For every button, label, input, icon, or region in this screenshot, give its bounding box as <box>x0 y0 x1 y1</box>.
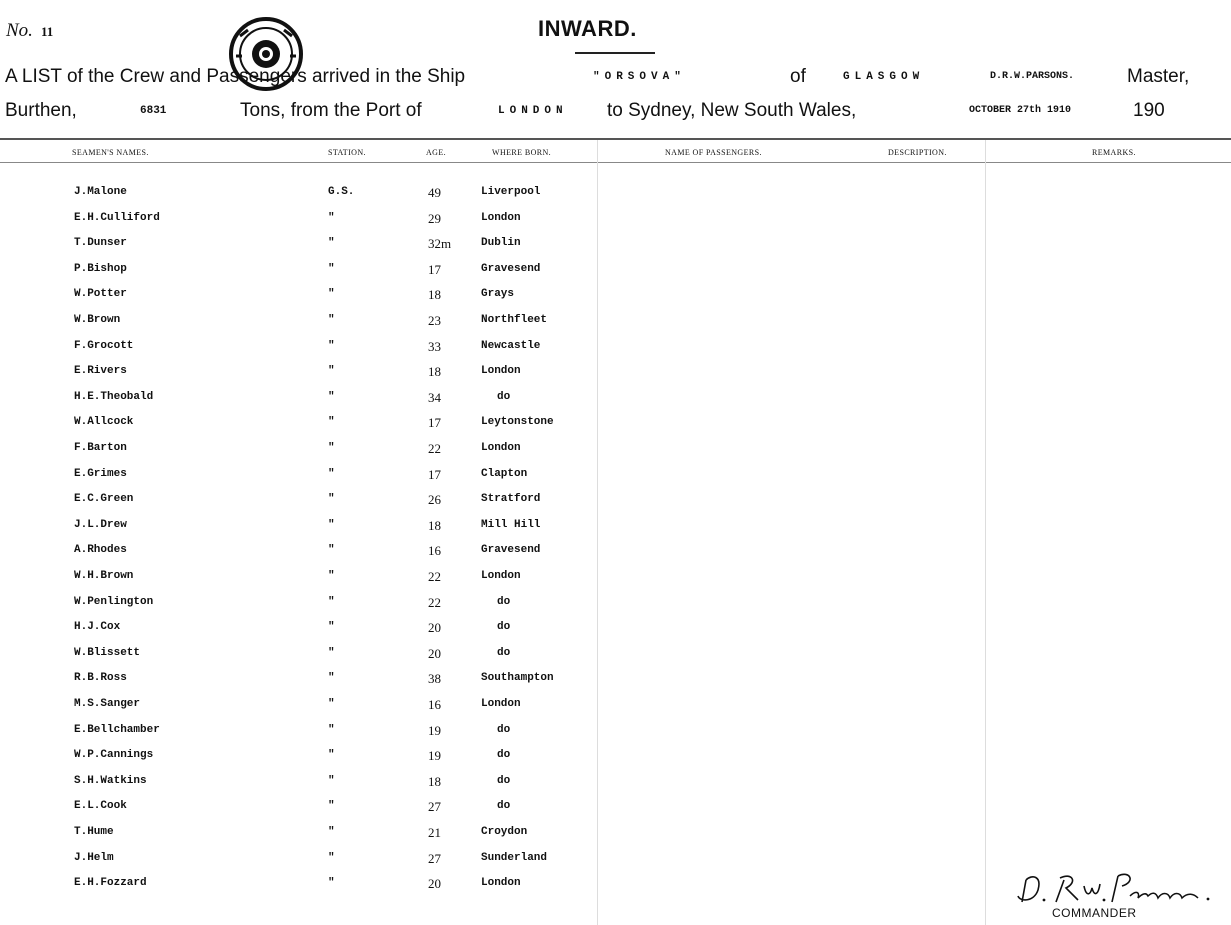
crew-age: 27 <box>428 850 441 866</box>
column-divider <box>985 140 986 925</box>
table-row <box>0 775 640 800</box>
crew-station: " <box>328 544 335 557</box>
commander-signature <box>1012 862 1222 912</box>
table-row <box>0 749 640 774</box>
table-row <box>0 570 640 595</box>
crew-age: 17 <box>428 466 441 482</box>
crew-name: J.Malone <box>74 186 127 198</box>
crew-birthplace: do <box>497 646 511 659</box>
header-line1-of: of <box>790 66 806 87</box>
crew-station: " <box>328 621 335 634</box>
commander-label: COMMANDER <box>1052 906 1137 920</box>
crew-station: " <box>328 262 335 275</box>
crew-age: 22 <box>428 569 441 584</box>
crew-station: " <box>328 723 335 736</box>
crew-age: 22 <box>428 594 441 610</box>
master-label: Master, <box>1127 66 1190 87</box>
crew-birthplace: London <box>481 442 521 454</box>
crew-station: " <box>328 339 335 352</box>
crew-birthplace: do <box>497 595 511 608</box>
table-row <box>0 391 640 416</box>
crew-birthplace: Mill Hill <box>481 518 541 531</box>
crew-birthplace: Stratford <box>481 493 541 506</box>
table-row <box>0 877 640 902</box>
crew-age: 21 <box>428 825 441 840</box>
crew-station: " <box>328 390 335 403</box>
crew-age: 17 <box>428 415 441 431</box>
crew-age: 22 <box>428 441 441 456</box>
crew-name: P.Bishop <box>74 262 127 275</box>
table-row <box>0 288 640 313</box>
table-row <box>0 340 640 365</box>
crew-birthplace: London <box>481 698 521 710</box>
crew-birthplace: do <box>497 621 511 634</box>
col-seamen-names: SEAMEN'S NAMES. <box>72 148 149 157</box>
crew-birthplace: do <box>497 723 511 736</box>
crew-station: " <box>328 493 335 506</box>
crew-birthplace: Newcastle <box>481 339 541 352</box>
crew-birthplace: Dublin <box>481 237 521 250</box>
crew-name: E.L.Cook <box>74 800 127 813</box>
crew-name: E.H.Culliford <box>74 211 160 224</box>
table-row <box>0 800 640 825</box>
crew-birthplace: do <box>497 390 511 403</box>
tons-from-label: Tons, from the Port of <box>240 100 422 121</box>
crew-birthplace: Liverpool <box>481 186 541 198</box>
crew-station: G.S. <box>328 186 355 198</box>
crew-age: 20 <box>428 645 441 661</box>
crew-birthplace: Southampton <box>481 672 554 685</box>
col-description: DESCRIPTION. <box>888 148 947 157</box>
burthen-label: Burthen, <box>5 100 77 121</box>
header-line1-prefix: A LIST of the Crew and Passengers arrived in the Ship <box>5 66 466 87</box>
crew-station: " <box>328 749 335 762</box>
crew-station: " <box>328 595 335 608</box>
crew-birthplace: Croydon <box>481 826 528 838</box>
crew-age: 33 <box>428 338 441 354</box>
list-number-label: No. <box>6 20 33 41</box>
crew-station: " <box>328 698 335 710</box>
crew-station: " <box>328 826 335 838</box>
crew-name: E.H.Fozzard <box>74 877 147 890</box>
table-row <box>0 212 640 237</box>
crew-station: " <box>328 416 335 429</box>
departure-port: LONDON <box>498 105 568 117</box>
year-prefix: 190 <box>1133 100 1165 121</box>
crew-name: F.Barton <box>74 442 127 454</box>
crew-station: " <box>328 570 335 582</box>
col-station: STATION. <box>328 148 366 157</box>
crew-station: " <box>328 672 335 685</box>
crew-station: " <box>328 442 335 454</box>
crew-name: R.B.Ross <box>74 672 127 685</box>
crew-birthplace: Leytonstone <box>481 416 554 429</box>
crew-name: T.Hume <box>74 826 114 838</box>
table-top-rule <box>0 138 1231 140</box>
crew-age: 26 <box>428 492 441 508</box>
crew-birthplace: London <box>481 877 521 890</box>
crew-station: " <box>328 518 335 531</box>
crew-age: 18 <box>428 517 441 533</box>
col-remarks: REMARKS. <box>1092 148 1136 157</box>
crew-birthplace: Grays <box>481 288 515 301</box>
table-row <box>0 647 640 672</box>
crew-birthplace: London <box>481 570 521 582</box>
crew-age: 20 <box>428 620 441 636</box>
table-row <box>0 596 640 621</box>
crew-name: F.Grocott <box>74 339 134 352</box>
port-of-registry: GLASGOW <box>843 71 925 83</box>
crew-name: W.Brown <box>74 314 121 326</box>
crew-name: W.Potter <box>74 288 127 301</box>
crew-name: W.H.Brown <box>74 570 134 582</box>
title-divider <box>575 52 655 54</box>
crew-name: E.Rivers <box>74 365 127 378</box>
list-number-value: 11 <box>40 24 54 39</box>
page-title: INWARD. <box>538 16 637 41</box>
crew-station: " <box>328 646 335 659</box>
crew-age: 20 <box>428 876 441 892</box>
crew-name: J.Helm <box>74 851 114 864</box>
table-row <box>0 416 640 441</box>
crew-name: E.C.Green <box>74 493 134 506</box>
crew-name: A.Rhodes <box>74 544 127 557</box>
crew-age: 32m <box>428 236 452 252</box>
table-row <box>0 442 640 467</box>
crew-name: E.Grimes <box>74 467 127 480</box>
crew-station: " <box>328 800 335 813</box>
table-row <box>0 519 640 544</box>
crew-name: M.S.Sanger <box>74 698 141 710</box>
destination-label: to Sydney, New South Wales, <box>607 100 857 121</box>
crew-age: 34 <box>428 389 441 405</box>
crew-birthplace: do <box>497 749 511 762</box>
crew-station: " <box>328 877 335 890</box>
crew-age: 18 <box>428 773 441 789</box>
table-row <box>0 724 640 749</box>
col-where-born: WHERE BORN. <box>492 148 552 157</box>
crew-birthplace: London <box>481 211 521 224</box>
table-row <box>0 468 640 493</box>
table-row <box>0 186 640 211</box>
arrival-date: OCTOBER 27th 1910 <box>969 105 1072 116</box>
table-row <box>0 493 640 518</box>
crew-age: 49 <box>428 185 441 200</box>
crew-age: 17 <box>428 261 441 277</box>
crew-name: W.Allcock <box>74 416 134 429</box>
table-row <box>0 365 640 390</box>
crew-name: W.Penlington <box>74 595 154 608</box>
table-row <box>0 698 640 723</box>
list-number <box>6 20 53 42</box>
crew-station: " <box>328 314 335 326</box>
crew-station: " <box>328 237 335 250</box>
crew-name: E.Bellchamber <box>74 723 160 736</box>
table-row <box>0 263 640 288</box>
table-row <box>0 544 640 569</box>
master-name: D.R.W.PARSONS. <box>990 71 1075 82</box>
crew-name: S.H.Watkins <box>74 774 147 787</box>
table-row <box>0 314 640 339</box>
col-passengers: NAME OF PASSENGERS. <box>665 148 762 157</box>
crew-name: H.E.Theobald <box>74 390 154 403</box>
crew-age: 19 <box>428 748 441 764</box>
crew-age: 16 <box>428 697 441 712</box>
crew-name: J.L.Drew <box>74 518 127 531</box>
crew-birthplace: Clapton <box>481 467 528 480</box>
table-row <box>0 826 640 851</box>
crew-station: " <box>328 365 335 378</box>
crew-name: T.Dunser <box>74 237 127 250</box>
crew-age: 23 <box>428 313 441 328</box>
col-age: AGE. <box>426 148 447 157</box>
table-header-rule <box>0 162 1231 163</box>
crew-birthplace: London <box>481 365 521 378</box>
crew-birthplace: do <box>497 800 511 813</box>
ship-name: "ORSOVA" <box>593 71 686 83</box>
crew-age: 29 <box>428 210 441 226</box>
crew-birthplace: do <box>497 774 511 787</box>
crew-birthplace: Sunderland <box>481 851 548 864</box>
crew-station: " <box>328 851 335 864</box>
tonnage-value: 6831 <box>140 105 167 117</box>
crew-birthplace: Gravesend <box>481 544 541 557</box>
crew-station: " <box>328 467 335 480</box>
table-row <box>0 621 640 646</box>
crew-name: W.P.Cannings <box>74 749 154 762</box>
crew-age: 27 <box>428 799 441 815</box>
crew-age: 18 <box>428 364 441 380</box>
crew-age: 38 <box>428 671 441 687</box>
crew-age: 18 <box>428 287 441 303</box>
crew-station: " <box>328 774 335 787</box>
crew-station: " <box>328 288 335 301</box>
table-row <box>0 237 640 262</box>
crew-age: 19 <box>428 722 441 738</box>
crew-age: 16 <box>428 543 441 559</box>
table-header <box>0 148 1231 162</box>
crew-station: " <box>328 211 335 224</box>
crew-birthplace: Northfleet <box>481 314 548 326</box>
crew-birthplace: Gravesend <box>481 262 541 275</box>
table-row <box>0 672 640 697</box>
table-row <box>0 852 640 877</box>
crew-name: H.J.Cox <box>74 621 121 634</box>
crew-name: W.Blissett <box>74 646 141 659</box>
